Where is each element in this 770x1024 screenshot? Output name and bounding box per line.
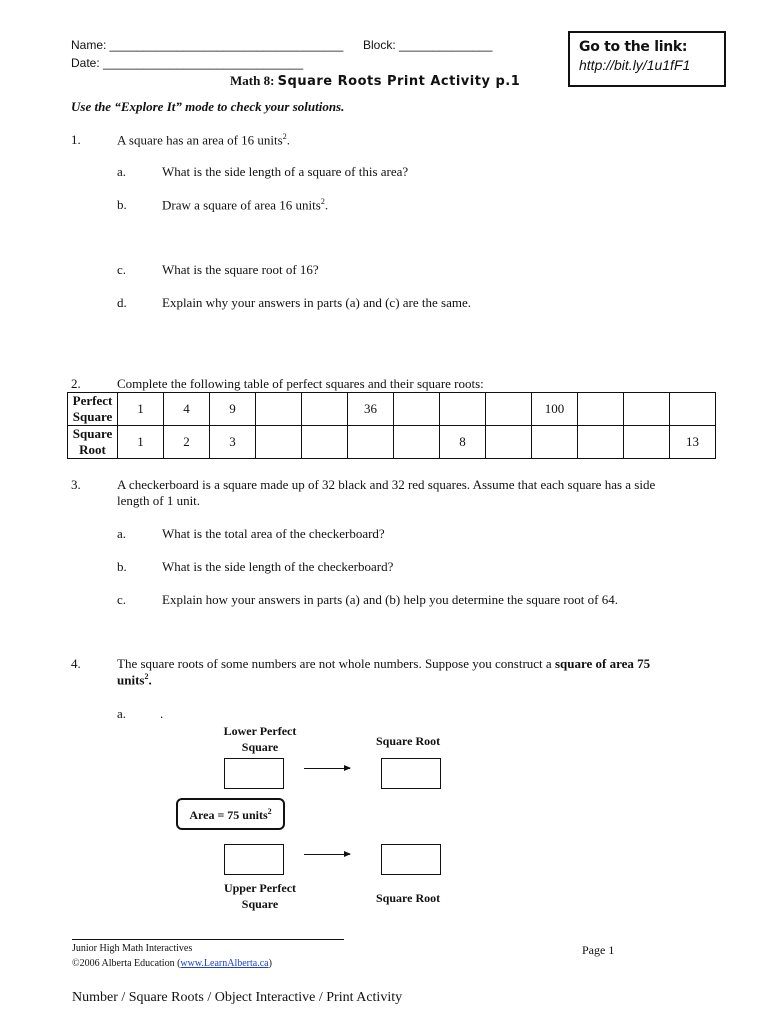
sr-cell[interactable]: 13: [670, 426, 716, 459]
instruction: Use the “Explore It” mode to check your solutions.: [71, 99, 345, 114]
q1b-text-end: .: [324, 197, 329, 213]
q1-text: [117, 132, 290, 148]
sr-cell[interactable]: [256, 426, 302, 459]
ps-cell[interactable]: [394, 393, 440, 426]
q1-number: 1.: [71, 132, 81, 147]
sr-cell[interactable]: [394, 426, 440, 459]
lower-label-2: Square: [241, 740, 279, 754]
ps-header-1: Perfect: [72, 393, 113, 408]
ps-cell[interactable]: [486, 393, 532, 426]
sr-cell[interactable]: 2: [164, 426, 210, 459]
q1c-label: c.: [117, 262, 127, 277]
sr-cell[interactable]: 1: [118, 426, 164, 459]
page-title: [230, 73, 520, 89]
lower-square-box[interactable]: [224, 758, 284, 789]
area-box: [176, 798, 285, 830]
ps-cell[interactable]: 9: [210, 393, 256, 426]
sr-cell[interactable]: [302, 426, 348, 459]
q1-sup: 2: [282, 132, 287, 141]
q4-end: .: [148, 672, 152, 688]
q3b-text: What is the side length of the checkerboard?: [162, 559, 394, 574]
footer-divider: [72, 939, 344, 940]
q4-text-bold: square of area 75: [554, 656, 651, 671]
q2-number: 2.: [71, 376, 81, 391]
footer-paren: ): [268, 958, 272, 969]
name-field[interactable]: Name: ___________________________________: [71, 38, 344, 52]
link-box: [568, 31, 726, 87]
q3c-text: Explain how your answers in parts (a) and (b) help you determine the square root of 64.: [162, 592, 618, 607]
ps-header-2: Square: [72, 409, 113, 424]
q3a-text: What is the total area of the checkerboard?: [162, 526, 385, 541]
area-text: Area = 75 units: [189, 808, 268, 822]
page-number: Page 1: [582, 943, 615, 957]
q4-sup: 2: [144, 672, 149, 681]
perfect-square-header: [68, 393, 118, 426]
sr-cell[interactable]: [578, 426, 624, 459]
q3-text-line1: A checkerboard is a square made up of 32 black and 32 red squares. Assume that each square has a side: [117, 477, 656, 492]
q1b-text-main: Draw a square of area 16 units: [162, 197, 321, 213]
upper-label-1: Upper Perfect: [223, 881, 297, 895]
q4-number: 4.: [71, 656, 81, 671]
ps-cell[interactable]: [256, 393, 302, 426]
q1-text-main: A square has an area of 16 units: [117, 132, 283, 148]
q4-text-line2: [117, 672, 152, 688]
square-root-box-bottom[interactable]: [381, 844, 441, 875]
sr-header-1: Square: [72, 426, 113, 441]
q1b-text: [162, 197, 328, 213]
q1a-text: What is the side length of a square of this area?: [162, 164, 409, 179]
sr-header-2: Root: [79, 442, 106, 457]
sr-cell[interactable]: 8: [440, 426, 486, 459]
ps-cell[interactable]: [302, 393, 348, 426]
ps-cell[interactable]: [578, 393, 624, 426]
sr-cell[interactable]: [486, 426, 532, 459]
sr-cell[interactable]: [624, 426, 670, 459]
block-field[interactable]: Block: ______________: [363, 38, 493, 52]
sr-cell[interactable]: 3: [210, 426, 256, 459]
square-root-label-top: Square Root: [376, 734, 441, 748]
q1-text-end: .: [286, 132, 290, 148]
q3c-label: c.: [117, 592, 127, 607]
link-heading: Go to the link:: [579, 39, 688, 55]
footer-bottom-text: Number / Square Roots / Object Interactive / Print Activity: [72, 990, 403, 1005]
sr-cell[interactable]: [532, 426, 578, 459]
ps-cell[interactable]: [624, 393, 670, 426]
perfect-square-row: [68, 393, 716, 426]
date-field[interactable]: Date: ______________________________: [71, 56, 304, 70]
ps-cell[interactable]: 100: [532, 393, 578, 426]
q3b-label: b.: [117, 559, 127, 574]
upper-perfect-square-label: [214, 880, 306, 912]
title-prefix: Math 8:: [230, 73, 275, 88]
q1b-sup: 2: [320, 197, 325, 206]
q4-text-start: The square roots of some numbers are not whole numbers. Suppose you construct a: [117, 656, 555, 671]
arrow-bottom: [304, 854, 350, 855]
footer-line2: [72, 958, 272, 969]
area-sup: 2: [267, 807, 272, 816]
learnalberta-link[interactable]: www.LearnAlberta.ca: [180, 958, 269, 969]
ps-cell[interactable]: [670, 393, 716, 426]
q4-text-line1: [117, 656, 650, 672]
square-root-header: [68, 426, 118, 459]
footer-copyright: ©2006 Alberta Education (: [72, 958, 181, 969]
ps-cell[interactable]: [440, 393, 486, 426]
q1d-text: Explain why your answers in parts (a) and (c) are the same.: [162, 295, 471, 310]
upper-square-box[interactable]: [224, 844, 284, 875]
upper-label-2: Square: [241, 897, 279, 911]
footer-line1: Junior High Math Interactives: [72, 943, 193, 954]
q1c-text: What is the square root of 16?: [162, 262, 319, 277]
q1a-label: a.: [117, 164, 127, 179]
title-main: Square Roots Print Activity p.1: [277, 74, 521, 89]
sr-cell[interactable]: [348, 426, 394, 459]
q4a-label: a.: [117, 706, 127, 721]
square-root-row: [68, 426, 716, 459]
q3a-label: a.: [117, 526, 127, 541]
ps-cell[interactable]: 36: [348, 393, 394, 426]
link-url[interactable]: http://bit.ly/1u1fF1: [579, 57, 691, 73]
q2-text: Complete the following table of perfect squares and their square roots:: [117, 376, 484, 391]
q1d-label: d.: [117, 295, 127, 310]
arrow-top: [304, 768, 350, 769]
lower-perfect-square-label: [214, 723, 306, 755]
square-root-label-bottom: Square Root: [376, 891, 441, 905]
square-root-box-top[interactable]: [381, 758, 441, 789]
ps-cell[interactable]: 1: [118, 393, 164, 426]
q3-number: 3.: [71, 477, 81, 492]
q1b-label: b.: [117, 197, 127, 212]
lower-label-1: Lower Perfect: [223, 724, 297, 738]
ps-cell[interactable]: 4: [164, 393, 210, 426]
q4a-dot: .: [160, 706, 164, 721]
q3-text-line2: length of 1 unit.: [117, 493, 201, 508]
squares-table: [67, 392, 716, 459]
q4-units: units: [117, 672, 145, 688]
